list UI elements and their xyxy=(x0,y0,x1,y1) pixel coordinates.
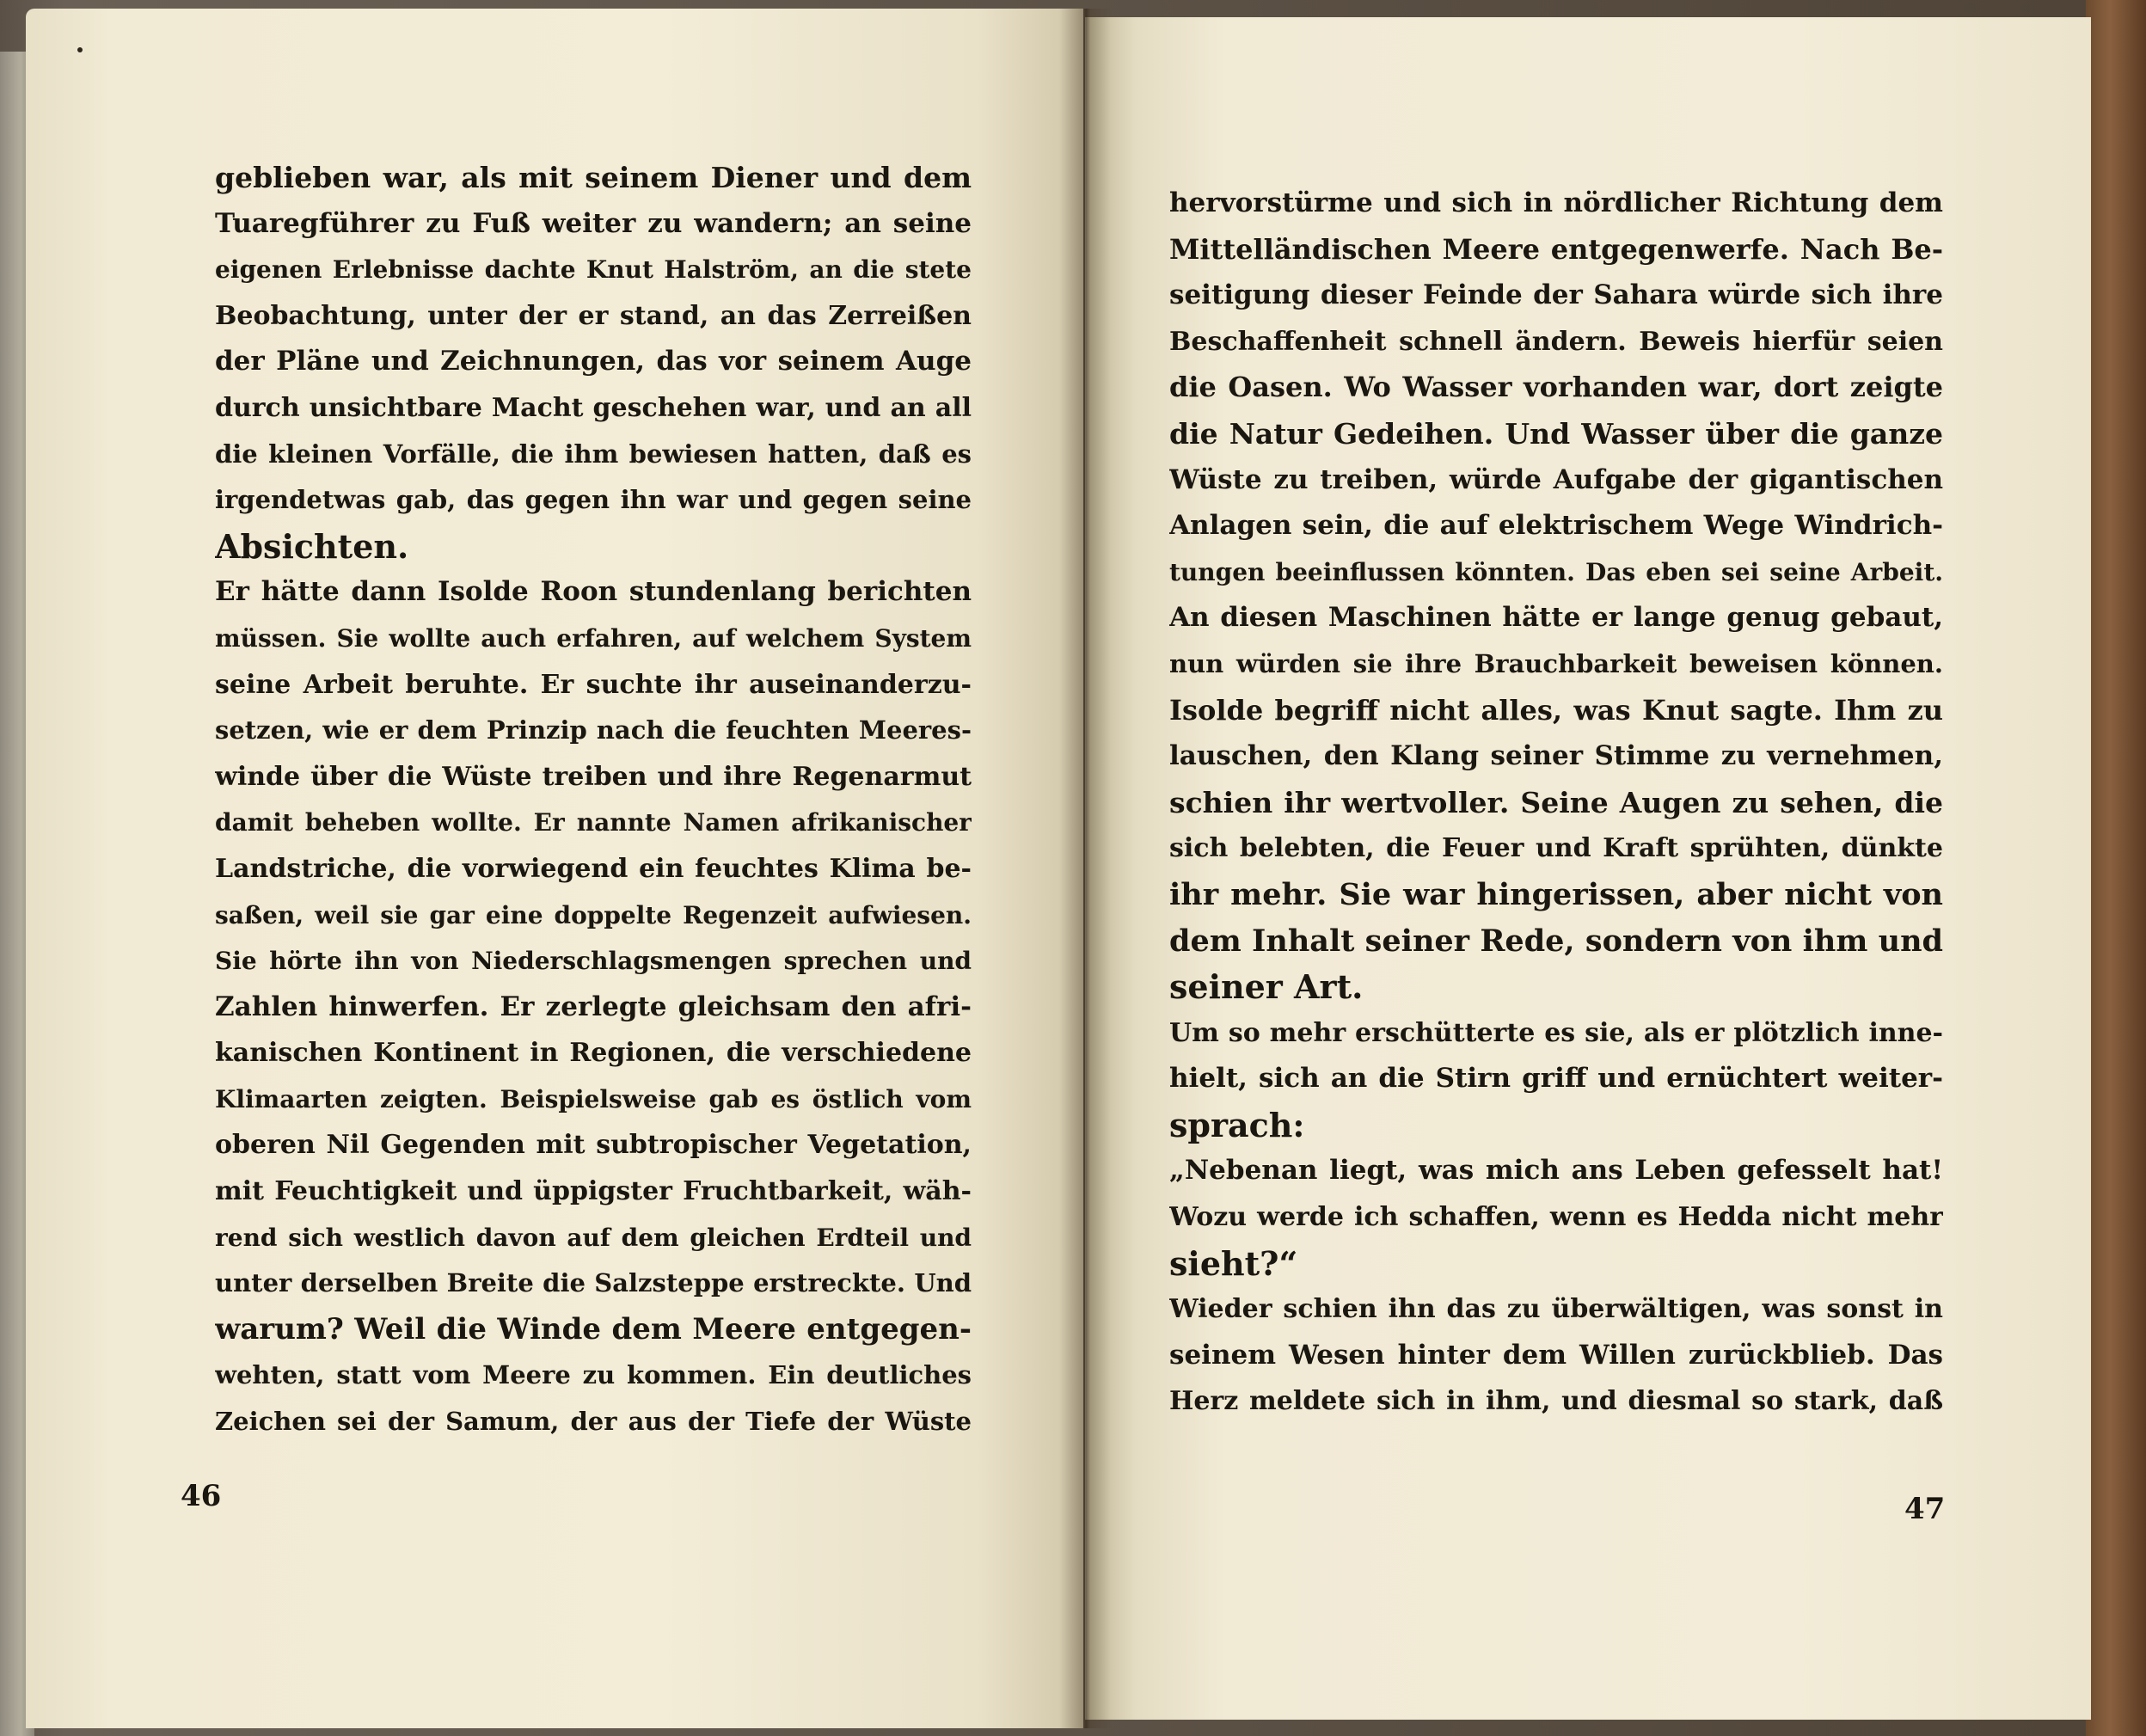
text-line: setzen, wie er dem Prinzip nach die feuchten Meeres- xyxy=(215,715,972,745)
text-line: rend sich westlich davon auf dem gleichen Erdteil und xyxy=(215,1223,972,1252)
text-line: seiner Art. xyxy=(1169,967,1364,1007)
text-line: seine Arbeit beruhte. Er suchte ihr auseinanderzu- xyxy=(215,669,972,700)
text-line: sieht?“ xyxy=(1169,1243,1298,1283)
page-number-left: 46 xyxy=(181,1479,222,1513)
text-line: die Oasen. Wo Wasser vorhanden war, dort zeigte xyxy=(1169,371,1943,404)
text-line: hervorstürme und sich in nördlicher Richtung dem xyxy=(1169,187,1943,218)
text-line: Wieder schien ihn das zu überwältigen, was sonst in xyxy=(1169,1294,1943,1325)
text-line: seitigung dieser Feinde der Sahara würde sich ihre xyxy=(1169,279,1943,311)
text-line: schien ihr wertvoller. Seine Augen zu sehen, die xyxy=(1169,785,1943,819)
page-number-right: 47 xyxy=(1904,1492,1946,1526)
text-line: kanischen Kontinent in Regionen, die verschiedene xyxy=(215,1038,972,1069)
table-surface xyxy=(2086,0,2146,1736)
text-line: Anlagen sein, die auf elektrischem Wege Windrich- xyxy=(1169,510,1943,542)
text-line: mit Feuchtigkeit und üppigster Fruchtbarkeit, wäh- xyxy=(215,1176,972,1207)
text-line: die Natur Gedeihen. Und Wasser über die ganze xyxy=(1169,416,1943,451)
text-line: Absichten. xyxy=(215,526,409,566)
text-line: dem Inhalt seiner Rede, sondern von ihm und xyxy=(1169,923,1943,959)
text-line: hielt, sich an die Stirn griff und ernüchtert weiter- xyxy=(1169,1063,1943,1095)
text-line: tungen beeinflussen könnten. Das eben sei seine Arbeit. xyxy=(1169,557,1943,586)
text-line: irgendetwas gab, das gegen ihn war und gegen seine xyxy=(215,485,972,515)
text-line: Um so mehr erschütterte es sie, als er plötzlich inne- xyxy=(1169,1017,1943,1048)
text-line: wehten, statt vom Meere zu kommen. Ein deutliches xyxy=(215,1360,972,1390)
text-line: Mittelländischen Meere entgegenwerfe. Nach Be- xyxy=(1169,232,1943,266)
text-line: sich belebten, die Feuer und Kraft sprühten, dünkte xyxy=(1169,833,1943,864)
text-line: „Nebenan liegt, was mich ans Leben gefesselt hat! xyxy=(1169,1155,1943,1187)
text-line: lauschen, den Klang seiner Stimme zu vernehmen, xyxy=(1169,740,1943,772)
text-line: Wozu werde ich schaffen, wenn es Hedda nicht mehr xyxy=(1169,1202,1943,1233)
text-line: nun würden sie ihre Brauchbarkeit beweisen können. xyxy=(1169,648,1943,678)
text-line: saßen, weil sie gar eine doppelte Regenzeit aufwiesen. xyxy=(215,900,972,929)
text-line: Klimaarten zeigten. Beispielsweise gab es östlich vom xyxy=(215,1084,972,1113)
text-line: An diesen Maschinen hätte er lange genug gebaut, xyxy=(1169,602,1943,634)
text-line: seinem Wesen hinter dem Willen zurückblieb. Das xyxy=(1169,1339,1943,1371)
text-line: warum? Weil die Winde dem Meere entgegen- xyxy=(215,1311,972,1346)
text-line: oberen Nil Gegenden mit subtropischer Vegetation, xyxy=(215,1130,972,1161)
text-line: ihr mehr. Sie war hingerissen, aber nicht von xyxy=(1169,876,1943,912)
text-line: Er hätte dann Isolde Roon stundenlang berichten xyxy=(215,576,972,608)
text-line: unter derselben Breite die Salzsteppe erstreckte. Und xyxy=(215,1268,972,1298)
book-gutter xyxy=(1059,9,1111,1728)
text-line: damit beheben wollte. Er nannte Namen afrikanischer xyxy=(215,808,972,837)
text-line: Beschaffenheit schnell ändern. Beweis hierfür seien xyxy=(1169,326,1943,357)
text-line: Zeichen sei der Samum, der aus der Tiefe der Wüste xyxy=(215,1407,972,1437)
text-line: Beobachtung, unter der er stand, an das Zerreißen xyxy=(215,300,972,331)
text-line: der Pläne und Zeichnungen, das vor seinem Auge xyxy=(215,346,972,377)
text-line: Isolde begriff nicht alles, was Knut sagte. Ihm zu xyxy=(1169,693,1943,727)
text-line: die kleinen Vorfälle, die ihm bewiesen hatten, daß es xyxy=(215,439,972,469)
text-line: Wüste zu treiben, würde Aufgabe der gigantischen xyxy=(1169,463,1943,495)
left-page-text xyxy=(215,155,972,1445)
text-line: Landstriche, die vorwiegend ein feuchtes Klima be- xyxy=(215,853,972,884)
text-line: eigenen Erlebnisse dachte Knut Halström, an die stete xyxy=(215,255,972,285)
text-line: müssen. Sie wollte auch erfahren, auf welchem System xyxy=(215,623,972,653)
text-line: sprach: xyxy=(1169,1105,1305,1144)
text-line: winde über die Wüste treiben und ihre Regenarmut xyxy=(215,761,972,792)
text-line: Tuaregführer zu Fuß weiter zu wandern; an seine xyxy=(215,207,972,239)
text-line: Sie hörte ihn von Niederschlagsmengen sprechen und xyxy=(215,947,972,976)
right-page-text xyxy=(1169,181,1943,1425)
page-spot xyxy=(77,47,83,52)
text-line: Zahlen hinwerfen. Er zerlegte gleichsam den afri- xyxy=(215,991,972,1022)
text-line: geblieben war, als mit seinem Diener und dem xyxy=(215,161,972,194)
text-line: Herz meldete sich in ihm, und diesmal so stark, daß xyxy=(1169,1386,1943,1417)
text-line: durch unsichtbare Macht geschehen war, und an all xyxy=(215,392,972,423)
